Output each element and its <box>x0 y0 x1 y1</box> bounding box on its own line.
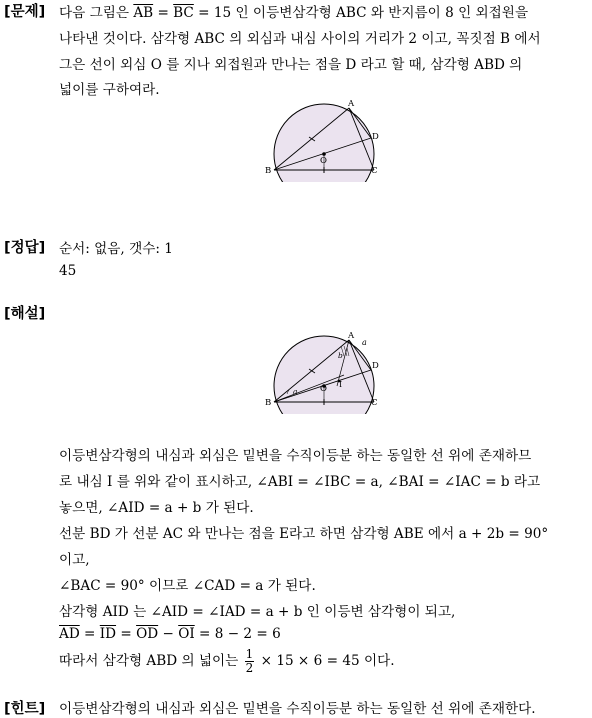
label-o: O <box>320 384 327 394</box>
final-post: × 15 × 6 = 45 이다. <box>256 653 395 669</box>
label-c: C <box>371 398 378 408</box>
problem-line-1 <box>59 1 528 21</box>
fraction-half <box>245 648 255 675</box>
explanation-line-5: 이고, <box>59 552 90 568</box>
segment-ab: $\overline{AB}$ <box>133 5 154 21</box>
problem-line-1-post: = 15 인 이등변삼각형 ABC 와 반지름이 8 인 외접원을 <box>193 5 529 21</box>
angle-label-a-left: a <box>293 387 298 396</box>
hint-text: 이등변삼각형의 내심과 외심은 밑변을 수직이등분 하는 동일한 선 위에 존재한다. <box>59 701 536 717</box>
segment-od: $\overline{OD}$ <box>136 626 159 642</box>
segment-id: $\overline{ID}$ <box>99 626 117 642</box>
explanation-line-2: 로 내심 I 를 위와 같이 표시하고, ∠ABI = ∠IBC = a, ∠BAI = ∠IAC = b 라고 <box>59 474 541 490</box>
problem-line-4: 넓이를 구하여라. <box>59 82 160 98</box>
explanation-line-3: 놓으면, ∠AID = a + b 가 된다. <box>59 500 254 516</box>
label-b: B <box>265 398 272 408</box>
answer-label: [정답] <box>4 240 46 256</box>
problem-figure <box>265 96 385 182</box>
label-a: A <box>348 99 355 109</box>
explanation-line-6: ∠BAC = 90° 이므로 ∠CAD = a 가 된다. <box>59 578 316 594</box>
equation-tail: = 8 − 2 = 6 <box>194 626 281 642</box>
hint-label: [힌트] <box>4 701 46 717</box>
explanation-final <box>59 648 395 675</box>
answer-value: 45 <box>59 263 77 279</box>
explanation-line-1: 이등변삼각형의 내심과 외심은 밑변을 수직이등분 하는 동일한 선 위에 존재하므 <box>59 448 532 464</box>
label-o: O <box>320 156 327 166</box>
label-b: B <box>265 166 272 176</box>
label-d: D <box>372 132 379 142</box>
problem-line-1-pre: 다음 그림은 <box>59 5 134 21</box>
segment-bc: $\overline{BC}$ <box>173 5 194 21</box>
angle-label-a-top: a <box>362 338 367 347</box>
segment-oi: $\overline{OI}$ <box>178 626 195 642</box>
explanation-line-4: 선분 BD 가 선분 AC 와 만나는 점을 E라고 하면 삼각형 ABE 에서 a + 2b = 90° <box>59 526 549 542</box>
final-pre: 따라서 삼각형 ABD 의 넓이는 <box>59 653 243 669</box>
explanation-equation: $\overline{AD} = \overline{ID} = \overline{OD} - \overline{OI} = 8 - 2 = 6$ <box>59 626 281 642</box>
explanation-label: [해설] <box>4 306 46 322</box>
problem-line-2: 나타낸 것이다. 삼각형 ABC 의 외심과 내심 사이의 거리가 2 이고, 꼭짓점 B 에서 <box>59 31 541 47</box>
problem-line-3: 그은 선이 외심 O 를 지나 외접원과 만나는 점을 D 라고 할 때, 삼각형 ABD 의 <box>59 57 523 73</box>
explanation-line-7: 삼각형 AID 는 ∠AID = ∠IAD = a + b 인 이등변 삼각형이 되고, <box>59 604 456 620</box>
label-a: A <box>348 331 355 341</box>
fraction-denominator: 2 <box>245 661 254 675</box>
problem-label: [문제] <box>4 4 46 20</box>
label-c: C <box>371 166 378 176</box>
answer-order: 순서: 없음, 갯수: 1 <box>59 241 173 257</box>
segment-ad: $\overline{AD}$ <box>59 626 80 642</box>
fraction-numerator: 1 <box>245 647 254 661</box>
equals-sign: = <box>153 5 174 21</box>
angle-label-b-top: b <box>338 351 343 360</box>
explanation-figure <box>265 328 385 414</box>
label-i: I <box>339 380 343 389</box>
label-d: D <box>372 361 379 371</box>
